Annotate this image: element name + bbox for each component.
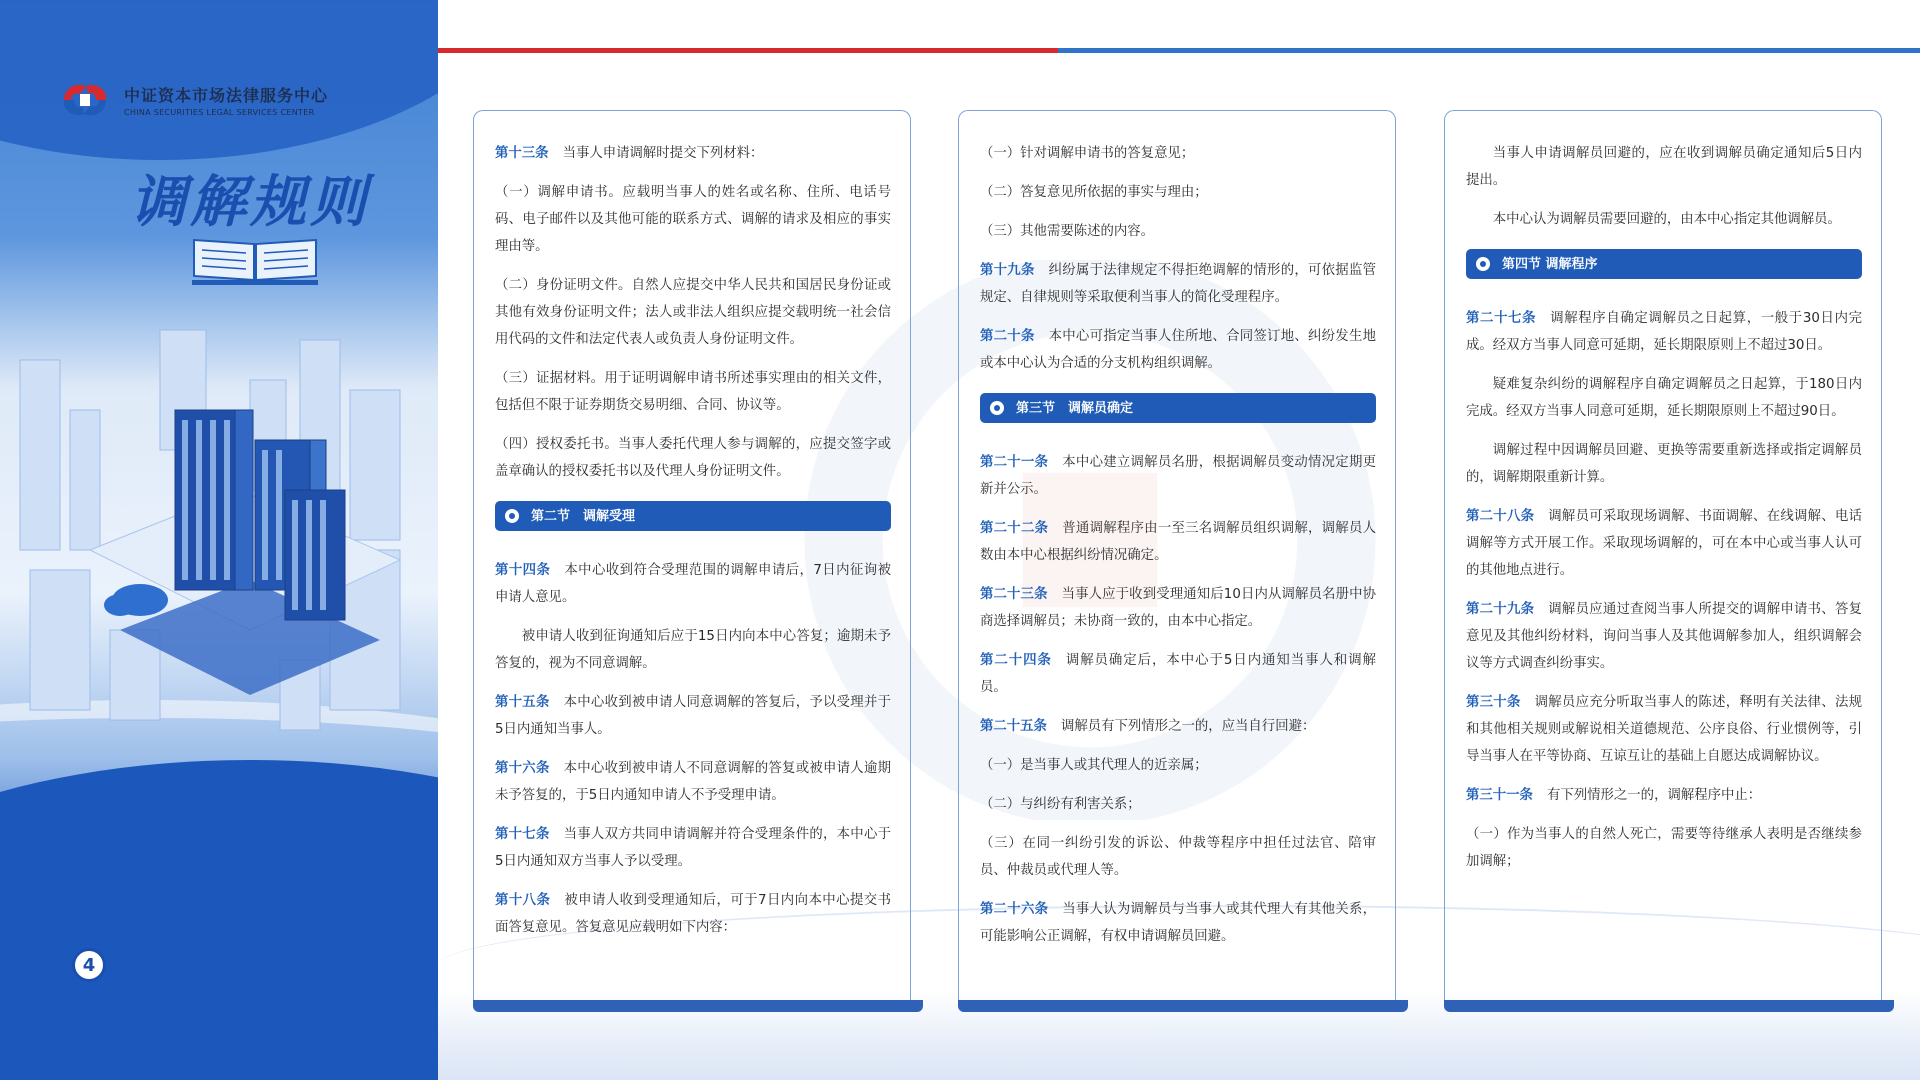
decor-swoosh-bottom (0, 760, 438, 1080)
article-19 (980, 257, 1376, 311)
column-1-content (495, 140, 891, 953)
brand-name-cn: 中证资本市场法律服务中心 (124, 86, 329, 105)
section-label: 第二节 调解受理 (531, 508, 636, 524)
article-number: 第二十八条 (1466, 509, 1535, 524)
article-number: 第二十七条 (1466, 311, 1537, 326)
article-text: 纠纷属于法律规定不得拒绝调解的情形的，可依据监管规定、自律规则等采取便利当事人的简化受理程序。 (980, 263, 1376, 305)
article-number: 第二十三条 (980, 587, 1048, 602)
article-text: 本中心收到被申请人同意调解的答复后，予以受理并于5日内通知当事人。 (495, 695, 891, 737)
brand-block (56, 78, 328, 122)
article-text: 普通调解程序由一至三名调解员组织调解，调解员人数由本中心根据纠纷情况确定。 (980, 521, 1377, 563)
article-text: 调解员有下列情形之一的，应当自行回避： (1060, 719, 1316, 734)
article-number: 第十七条 (495, 827, 550, 842)
article-number: 第二十四条 (980, 653, 1052, 668)
article-15 (495, 689, 891, 743)
brand-name-en: CHINA SECURITIES LEGAL SERVICES CENTER (124, 108, 315, 117)
article-text: 调解员确定后，本中心于5日内通知当事人和调解员。 (980, 653, 1376, 695)
paragraph: （三）其他需要陈述的内容。 (980, 224, 1155, 239)
article-number: 第十九条 (980, 263, 1035, 278)
section-header-2 (495, 501, 891, 531)
article-number: 第十三条 (495, 146, 549, 161)
article-14 (495, 557, 891, 611)
open-book-icon (190, 230, 320, 286)
article-number: 第二十二条 (980, 521, 1049, 536)
article-number: 第十五条 (495, 695, 550, 710)
article-29 (1466, 596, 1862, 677)
sidebar-panel (0, 0, 438, 1080)
article-13 (495, 140, 891, 167)
paragraph: （二）答复意见所依据的事实与理由； (980, 185, 1208, 200)
paragraph: （一）针对调解申请书的答复意见； (980, 146, 1195, 161)
column-2-content (980, 140, 1376, 962)
article-17 (495, 821, 891, 875)
column-3-foot (1444, 1000, 1894, 1012)
column-3-content (1466, 140, 1862, 887)
section-label: 第四节 调解程序 (1502, 256, 1598, 272)
top-rule-blue (1058, 48, 1920, 53)
article-23 (980, 581, 1376, 635)
paragraph: （一）作为当事人的自然人死亡，需要等待继承人表明是否继续参加调解； (1466, 827, 1862, 869)
article-text: 当事人申请调解时提交下列材料： (562, 146, 764, 161)
paragraph: （二）与纠纷有利害关系； (980, 797, 1141, 812)
column-1-foot (473, 1000, 923, 1012)
page-number-badge: 4 (72, 948, 106, 982)
article-text: 调解员应充分听取当事人的陈述，释明有关法律、法规和其他相关规则或解说相关道德规范、公序良俗、行业惯例等，引导当事人在平等协商、互谅互让的基础上自愿达成调解协议。 (1466, 695, 1862, 764)
article-22 (980, 515, 1376, 569)
article-number: 第二十一条 (980, 455, 1049, 470)
article-16 (495, 755, 891, 809)
paragraph: （三）在同一纠纷引发的诉讼、仲裁等程序中担任过法官、陪审员、仲裁员或代理人等。 (980, 836, 1376, 878)
article-number: 第二十五条 (980, 719, 1047, 734)
paragraph: 疑难复杂纠纷的调解程序自确定调解员之日起算，于180日内完成。经双方当事人同意可延期，延长期限原则上不超过90日。 (1466, 377, 1862, 419)
section-bullet-icon (505, 509, 519, 523)
article-text: 有下列情形之一的，调解程序中止： (1546, 788, 1762, 803)
article-number: 第二十九条 (1466, 602, 1535, 617)
article-text: 本中心收到符合受理范围的调解申请后，7日内征询被申请人意见。 (495, 563, 892, 605)
article-number: 第十八条 (495, 893, 551, 908)
paragraph: 本中心认为调解员需要回避的，由本中心指定其他调解员。 (1492, 212, 1841, 227)
article-text: 本中心收到被申请人不同意调解的答复或被申请人逾期未予答复的，于5日内通知申请人不予受理申请。 (495, 761, 891, 803)
paragraph: （一）调解申请书。应载明当事人的姓名或名称、住所、电话号码、电子邮件以及其他可能的联系方式、调解的请求及相应的事实理由等。 (495, 185, 891, 254)
city-illustration (0, 300, 438, 750)
paragraph: （一）是当事人或其代理人的近亲属； (980, 758, 1208, 773)
article-number: 第十四条 (495, 563, 551, 578)
article-number: 第十六条 (495, 761, 550, 776)
article-28 (1466, 503, 1862, 584)
article-31 (1466, 782, 1862, 809)
page-title: 调解规则 (130, 169, 370, 235)
section-header-4 (1466, 249, 1862, 279)
paragraph: 被申请人收到征询通知后应于15日内向本中心答复；逾期未予答复的，视为不同意调解。 (495, 629, 891, 671)
article-number: 第三十条 (1466, 695, 1521, 710)
article-number: 第三十一条 (1466, 788, 1533, 803)
article-text: 本中心可指定当事人住所地、合同签订地、纠纷发生地或本中心认为合适的分支机构组织调解。 (980, 329, 1376, 371)
paragraph: 当事人申请调解员回避的，应在收到调解员确定通知后5日内提出。 (1466, 146, 1862, 188)
article-text: 被申请人收到受理通知后，可于7日内向本中心提交书面答复意见。答复意见应载明如下内容： (495, 893, 892, 935)
paragraph: （四）授权委托书。当事人委托代理人参与调解的，应提交签字或盖章确认的授权委托书以及代理人身份证明文件。 (495, 437, 891, 479)
section-bullet-icon (1476, 257, 1490, 271)
article-30 (1466, 689, 1862, 770)
article-number: 第二十条 (980, 329, 1035, 344)
paragraph: （二）身份证明文件。自然人应提交中华人民共和国居民身份证或其他有效身份证明文件；法人或非法人组织应提交载明统一社会信用代码的文件和法定代表人或负责人身份证明文件。 (495, 278, 891, 347)
paragraph: 调解过程中因调解员回避、更换等需要重新选择或指定调解员的，调解期限重新计算。 (1466, 443, 1862, 485)
article-text: 本中心建立调解员名册，根据调解员变动情况定期更新并公示。 (980, 455, 1377, 497)
article-27 (1466, 305, 1862, 359)
top-rule-red (438, 48, 1058, 53)
section-label: 第三节 调解员确定 (1016, 400, 1134, 416)
brand-logo-icon (56, 78, 114, 122)
article-18 (495, 887, 891, 941)
article-text: 当事人应于收到受理通知后10日内从调解员名册中协商选择调解员；未协商一致的，由本中心指定。 (980, 587, 1377, 629)
article-25 (980, 713, 1376, 740)
article-number: 第二十六条 (980, 902, 1049, 917)
article-21 (980, 449, 1376, 503)
section-header-3 (980, 393, 1376, 423)
article-text: 当事人认为调解员与当事人或其代理人有其他关系，可能影响公正调解，有权申请调解员回避。 (980, 902, 1377, 944)
article-text: 当事人双方共同申请调解并符合受理条件的，本中心于5日内通知双方当事人予以受理。 (495, 827, 891, 869)
article-26 (980, 896, 1376, 950)
column-2-foot (958, 1000, 1408, 1012)
article-text: 调解程序自确定调解员之日起算，一般于30日内完成。经双方当事人同意可延期，延长期限原则上不超过30日。 (1466, 311, 1862, 353)
article-text: 调解员应通过查阅当事人所提交的调解申请书、答复意见及其他纠纷材料，询问当事人及其他调解参加人，组织调解会议等方式调查纠纷事实。 (1466, 602, 1863, 671)
article-24 (980, 647, 1376, 701)
article-text: 调解员可采取现场调解、书面调解、在线调解、电话调解等方式开展工作。采取现场调解的，可在本中心或当事人认可的其他地点进行。 (1466, 509, 1863, 578)
section-bullet-icon (990, 401, 1004, 415)
article-20 (980, 323, 1376, 377)
paragraph: （三）证据材料。用于证明调解申请书所述事实理由的相关文件，包括但不限于证券期货交易明细、合同、协议等。 (495, 371, 891, 413)
